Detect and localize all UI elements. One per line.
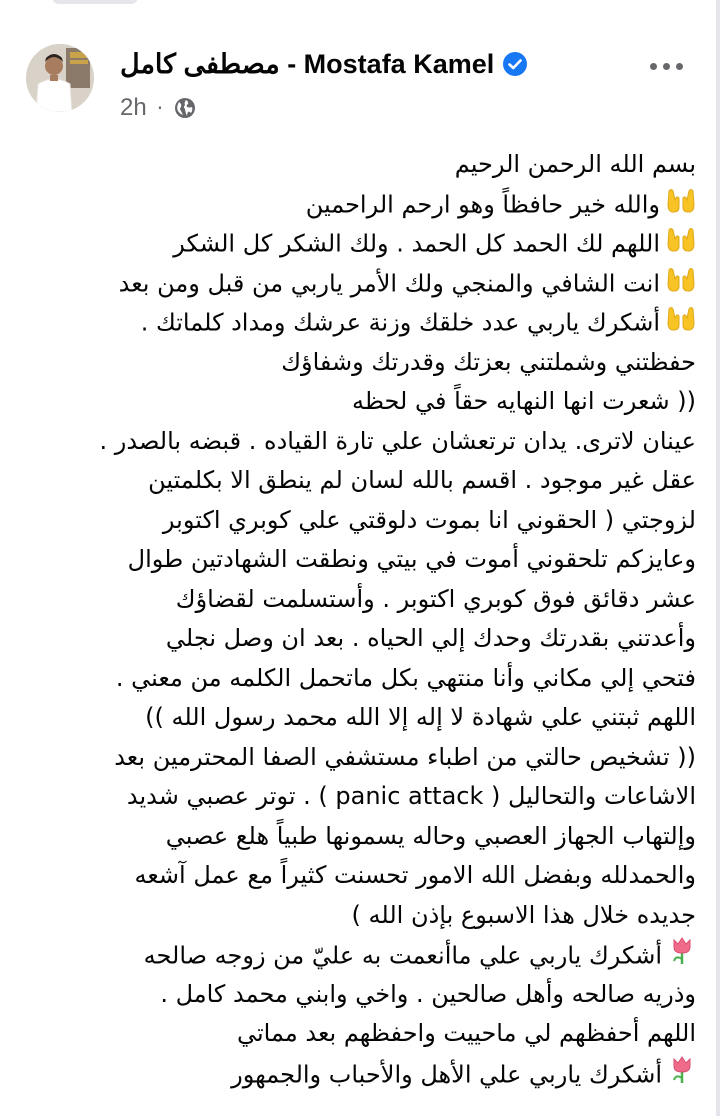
post-text: عشر دقائق فوق كوبري اكتوبر . وأستسلمت لقضاؤك — [175, 584, 696, 613]
post-text: وعايزكم تلحقوني أموت في بيتي ونطقت الشهادتين طوال — [127, 545, 696, 573]
raised-hands-emoji-icon — [666, 185, 696, 226]
avatar[interactable] — [26, 44, 94, 112]
post-text-line — [22, 1014, 696, 1054]
post-text-line — [22, 975, 696, 1015]
dot-separator: · — [156, 96, 164, 120]
post-text-line — [22, 382, 696, 422]
post-text: أشكرك ياربي علي ماأنعمت به عليّ من زوجه صالحه — [143, 941, 662, 970]
post-text-line — [22, 619, 696, 659]
post-header — [0, 14, 716, 124]
post-text-line — [22, 540, 696, 580]
post-text: عينان لاترى. يدان ترتعشان علي تارة القياده . قبضه بالصدر . — [99, 426, 696, 455]
post-text: جديده خلال هذا الاسبوع بإذن الله ) — [351, 900, 696, 929]
author-name[interactable]: مصطفى كامل - Mostafa Kamel — [120, 48, 495, 79]
post-text: أشكرك ياربي عدد خلقك وزنة عرشك ومداد كلماتك . — [140, 308, 660, 337]
post-text: والحمدلله وبفضل الله الامور تحسنت كثيراً مع عمل آشعه — [134, 861, 696, 889]
raised-hands-emoji-icon — [666, 224, 696, 265]
post-text: حفظتني وشملتني بعزتك وقدرتك وشفاؤك — [281, 347, 696, 376]
post-text-line — [22, 185, 696, 225]
more-dot — [663, 63, 670, 70]
post-text: لزوجتي ( الحقوني انا بموت دلوقتي علي كوبري اكتوبر — [162, 505, 696, 534]
globe-icon[interactable] — [173, 96, 197, 120]
tulip-emoji-icon — [668, 1054, 696, 1097]
post-text: بسم الله الرحمن الرحيم — [454, 150, 696, 178]
raised-hands-emoji-icon — [666, 303, 696, 344]
post-text-line — [22, 303, 696, 343]
post-text-line — [22, 461, 696, 501]
post-text: أشكرك ياربي علي الأهل والأحباب والجمهور — [231, 1059, 662, 1088]
post-text: اللهم ثبتني علي شهادة لا إله إلا الله محمد رسول الله )) — [145, 703, 696, 731]
more-dot — [650, 63, 657, 70]
post-text-line — [22, 935, 696, 975]
post-text-line — [22, 856, 696, 896]
post-text: عقل غير موجود . اقسم بالله لسان لم ينطق الا بكلمتين — [148, 466, 696, 494]
post-text-line — [22, 1054, 696, 1094]
post-text-line — [22, 224, 696, 264]
post-text: اللهم أحفظهم لي ماحييت واحفظهم بعد مماتي — [236, 1019, 696, 1047]
author-row — [120, 44, 528, 84]
post-text-line — [22, 659, 696, 699]
post-text-line — [22, 501, 696, 541]
post-text: وذريه صالحه وأهل صالحين . واخي وابني محمد كامل . — [160, 979, 696, 1008]
post-text: فتحي إلي مكاني وأنا منتهي بكل ماتحمل الكلمه من معني . — [115, 663, 696, 692]
post-text: وإلتهاب الجهاز العصبي وحاله يسمونها طبياً هلع عصبي — [165, 821, 696, 850]
post-timestamp[interactable]: 2h — [120, 94, 147, 121]
post-text-line — [22, 422, 696, 462]
post-text: (( تشخيص حالتي من اطباء مستشفي الصفا المحترمين بعد — [114, 742, 696, 771]
more-options-icon[interactable] — [642, 52, 690, 80]
post-text: والله خير حافظاً وهو ارحم الراحمين — [305, 189, 660, 218]
post-text-line — [22, 343, 696, 383]
raised-hands-emoji-icon — [666, 264, 696, 305]
post-text: (( شعرت انها النهايه حقاً في لحظه — [351, 387, 696, 415]
post-text: اللهم لك الحمد كل الحمد . ولك الشكر كل الشكر — [173, 229, 660, 258]
more-dot — [676, 63, 683, 70]
tulip-emoji-icon — [668, 935, 696, 978]
post-body — [22, 145, 696, 1093]
post-text: وأعدتني بقدرتك وحدك إلي الحياه . بعد ان وصل نجلي — [165, 624, 696, 652]
verified-badge-icon — [502, 51, 528, 77]
post-text-line — [22, 896, 696, 936]
post-text-line — [22, 264, 696, 304]
post-text-line — [22, 145, 696, 185]
post-text-line — [22, 580, 696, 620]
post-text-line — [22, 817, 696, 857]
avatar-image — [26, 44, 94, 112]
post-text: انت الشافي والمنجي ولك الأمر ياربي من قبل ومن بعد — [118, 268, 660, 297]
post-text-line — [22, 777, 696, 817]
post-text-line — [22, 738, 696, 778]
post-text: الاشاعات والتحاليل ( panic attack ) . توتر عصبي شديد — [126, 782, 696, 810]
post-text-line — [22, 698, 696, 738]
post-meta — [120, 94, 197, 122]
